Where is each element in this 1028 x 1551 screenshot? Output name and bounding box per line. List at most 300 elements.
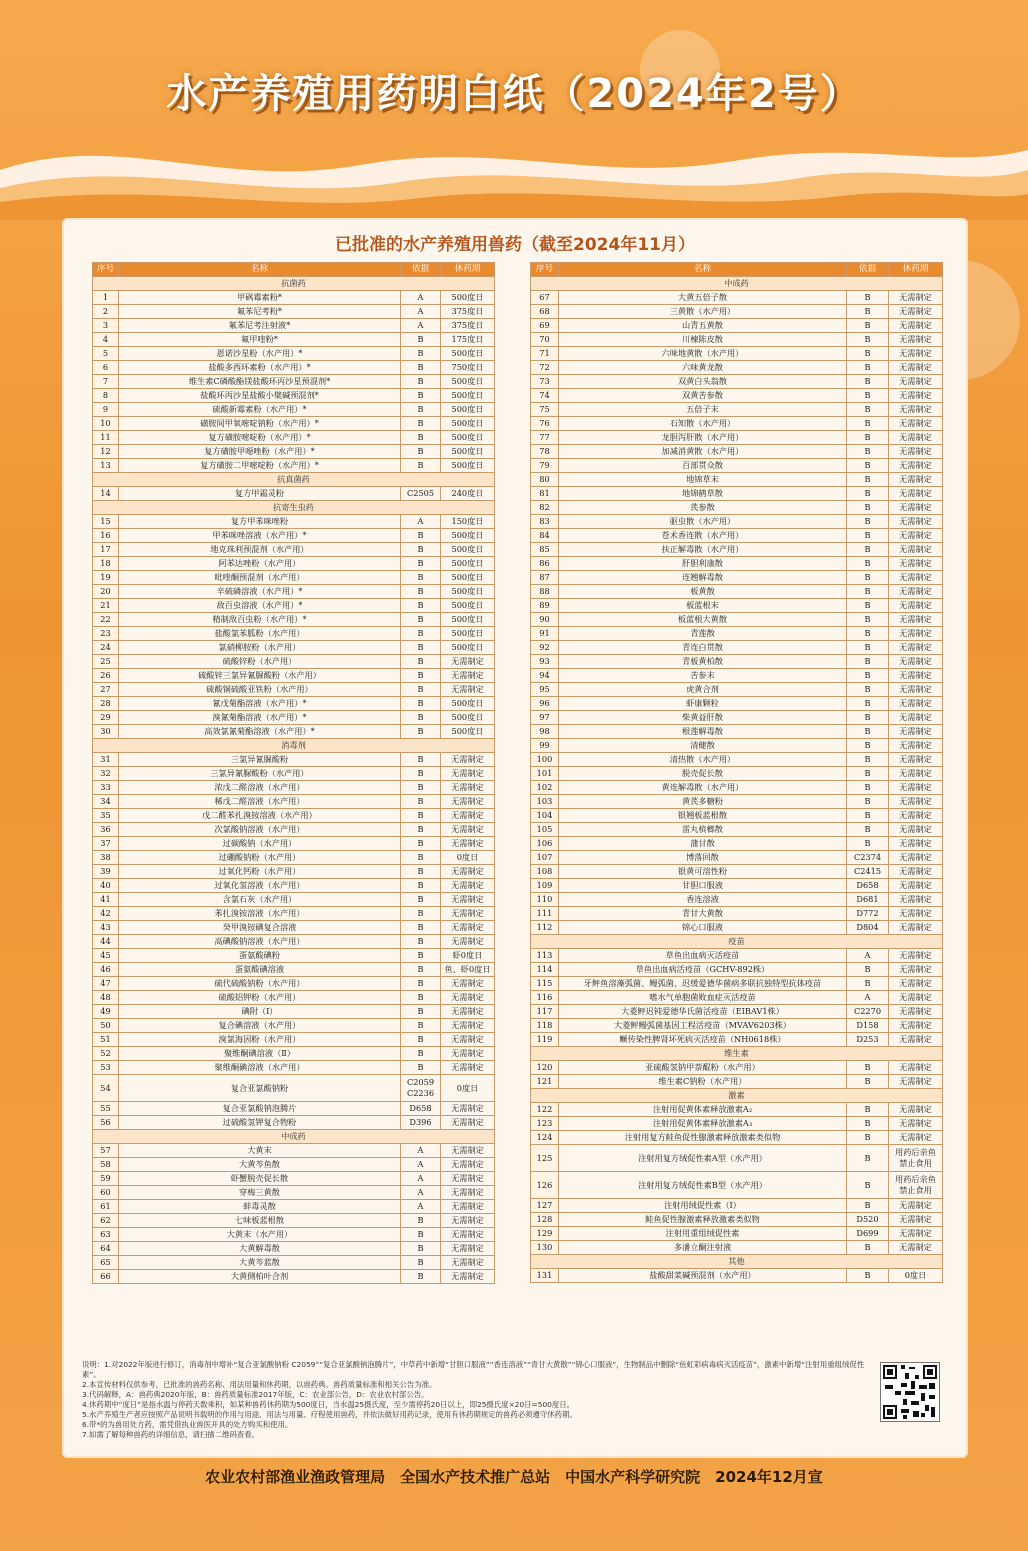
basis-code: B [401,851,441,865]
drug-name: 七味板蓝根散 [119,1214,401,1228]
drug-name: 虎黄合剂 [559,683,847,697]
withdrawal-period: 无需制定 [889,599,943,613]
drug-name: 注射用促黄体素释放激素A₃ [559,1117,847,1131]
withdrawal-period: 无需制定 [441,781,495,795]
drug-name: 复方甲霜灵粉 [119,487,401,501]
table-row [93,1116,495,1130]
withdrawal-period: 500度日 [441,543,495,557]
row-number: 99 [531,739,559,753]
drug-name: 大黄侧柏叶合剂 [119,1270,401,1284]
basis-code: B [401,1270,441,1284]
basis-code: B [401,809,441,823]
basis-code: B [401,711,441,725]
row-number: 43 [93,921,119,935]
drug-name: 芪参散 [559,501,847,515]
row-number: 2 [93,305,119,319]
withdrawal-period: 无需制定 [889,1103,943,1117]
basis-code: B [847,697,889,711]
drug-name: 三氯异氰脲酸粉 [119,753,401,767]
table-row [93,1270,495,1284]
category-label: 中成药 [93,1130,495,1144]
drug-name: 盐酸多西环素粉（水产用）* [119,361,401,375]
note-line: 2.本宣传材料仅供参考，已批准的兽药名称、用法用量和休药期，以兽药典、兽药质量标准和相关公告为准。 [82,1380,437,1389]
category-label: 抗寄生虫药 [93,501,495,515]
drug-name: 注射用复方绒促性素B型（水产用） [559,1172,847,1199]
drug-name: 川楝陈皮散 [559,333,847,347]
drug-name: 蚌毒灵散 [119,1200,401,1214]
row-number: 29 [93,711,119,725]
table-row [93,1228,495,1242]
drug-table-right [530,262,943,1283]
basis-code: B [401,767,441,781]
basis-code: B [401,921,441,935]
basis-code: B [847,515,889,529]
column-header-withdrawal: 休药期 [889,263,943,277]
basis-code: B [401,641,441,655]
table-row [93,725,495,739]
withdrawal-period: 375度日 [441,319,495,333]
basis-code: D772 [847,907,889,921]
basis-code: B [401,361,441,375]
withdrawal-period: 无需制定 [889,389,943,403]
row-number: 69 [531,319,559,333]
drug-name: 扶正解毒散（水产用） [559,543,847,557]
table-row [531,389,943,403]
drug-name: 连翘解毒散 [559,571,847,585]
withdrawal-period: 500度日 [441,557,495,571]
withdrawal-period: 无需制定 [441,1033,495,1047]
basis-code: B [847,1269,889,1283]
table-row [93,375,495,389]
withdrawal-period: 无需制定 [441,1270,495,1284]
drug-name: 恩诺沙星粉（水产用）* [119,347,401,361]
drug-name: 辛硫磷溶液（水产用）* [119,585,401,599]
row-number: 97 [531,711,559,725]
withdrawal-period: 无需制定 [441,767,495,781]
withdrawal-period: 无需制定 [441,977,495,991]
row-number: 125 [531,1145,559,1172]
withdrawal-period: 无需制定 [441,795,495,809]
withdrawal-period: 无需制定 [889,977,943,991]
withdrawal-period: 无需制定 [889,851,943,865]
row-number: 36 [93,823,119,837]
table-row [531,361,943,375]
row-number: 3 [93,319,119,333]
table-row [531,1117,943,1131]
footer-issuers: 农业农村部渔业渔政管理局 全国水产技术推广总站 中国水产科学研究院 2024年12月宣 [205,1468,823,1486]
table-row [93,543,495,557]
basis-code: B [401,543,441,557]
row-number: 106 [531,837,559,851]
table-row [531,1241,943,1255]
drug-name: 肝胆利康散 [559,557,847,571]
column-header-number: 序号 [531,263,559,277]
row-number: 86 [531,557,559,571]
withdrawal-period: 无需制定 [889,949,943,963]
withdrawal-period: 无需制定 [889,921,943,935]
table-row [93,1200,495,1214]
withdrawal-period: 500度日 [441,389,495,403]
withdrawal-period: 750度日 [441,361,495,375]
drug-name: 嗜水气单胞菌败血症灭活疫苗 [559,991,847,1005]
row-number: 67 [531,291,559,305]
table-row [531,627,943,641]
basis-code: B [847,599,889,613]
row-number: 88 [531,585,559,599]
basis-code: B [847,669,889,683]
table-row [93,515,495,529]
basis-code: B [401,585,441,599]
table-row [93,767,495,781]
withdrawal-period: 无需制定 [441,1144,495,1158]
row-number: 62 [93,1214,119,1228]
column-header-number: 序号 [93,263,119,277]
basis-code: B [847,977,889,991]
basis-code: B [847,753,889,767]
table-row [93,529,495,543]
row-number: 18 [93,557,119,571]
drug-name: 清健散 [559,739,847,753]
withdrawal-period: 无需制定 [441,1047,495,1061]
basis-code: B [847,1172,889,1199]
table-row [93,991,495,1005]
category-label: 激素 [531,1089,943,1103]
row-number: 41 [93,893,119,907]
table-row [531,1227,943,1241]
table-row [93,711,495,725]
withdrawal-period: 无需制定 [889,767,943,781]
withdrawal-period: 无需制定 [441,753,495,767]
row-number: 76 [531,417,559,431]
basis-code: B [401,1228,441,1242]
withdrawal-period: 500度日 [441,697,495,711]
drug-name: 地克珠利预混剂（水产用） [119,543,401,557]
withdrawal-period: 无需制定 [441,1158,495,1172]
drug-name: 氰戊菊酯溶液（水产用）* [119,697,401,711]
table-row [531,669,943,683]
drug-name: 复合碘溶液（水产用） [119,1019,401,1033]
row-number: 1 [93,291,119,305]
table-row [531,305,943,319]
table-row [93,291,495,305]
drug-name: 过氧化氢溶液（水产用） [119,879,401,893]
row-number: 73 [531,375,559,389]
drug-name: 青连白贯散 [559,641,847,655]
row-number: 44 [93,935,119,949]
basis-code: B [847,1241,889,1255]
qr-code-icon[interactable] [880,1362,940,1422]
basis-code: B [401,403,441,417]
drug-name: 戊二醛苯扎溴铵溶液（水产用） [119,809,401,823]
table-row [531,417,943,431]
basis-code: C2374 [847,851,889,865]
drug-name: 草鱼出血病活疫苗（GCHV-892株） [559,963,847,977]
table-row [531,487,943,501]
table-row [93,1158,495,1172]
withdrawal-period: 500度日 [441,375,495,389]
withdrawal-period: 无需制定 [889,613,943,627]
table-row [531,613,943,627]
row-number: 95 [531,683,559,697]
basis-code: A [401,1158,441,1172]
basis-code: B [401,445,441,459]
withdrawal-period: 无需制定 [441,1102,495,1116]
withdrawal-period: 500度日 [441,571,495,585]
row-number: 98 [531,725,559,739]
basis-code: B [401,1256,441,1270]
row-number: 101 [531,767,559,781]
table-row [93,305,495,319]
withdrawal-period: 175度日 [441,333,495,347]
basis-code: B [847,403,889,417]
table-row [531,837,943,851]
withdrawal-period: 无需制定 [889,795,943,809]
table-row [531,291,943,305]
row-number: 35 [93,809,119,823]
withdrawal-period: 无需制定 [441,921,495,935]
row-number: 127 [531,1199,559,1213]
table-row [93,935,495,949]
drug-name: 盐酸氯苯胍粉（水产用） [119,627,401,641]
drug-table-right-body [531,277,943,1283]
withdrawal-period: 无需制定 [889,1005,943,1019]
table-row [93,1061,495,1075]
withdrawal-period: 240度日 [441,487,495,501]
withdrawal-period: 500度日 [441,613,495,627]
row-number: 119 [531,1033,559,1047]
drug-name: 香连溶液 [559,893,847,907]
row-number: 26 [93,669,119,683]
table-row [531,445,943,459]
column-header-basis: 依据 [847,263,889,277]
drug-name: 注射用复方绒促性素A型（水产用） [559,1145,847,1172]
withdrawal-period: 无需制定 [441,935,495,949]
basis-code: B [401,865,441,879]
drug-name: 大黄芩鱼散 [119,1158,401,1172]
row-number: 71 [531,347,559,361]
withdrawal-period: 无需制定 [889,683,943,697]
note-line: 说明：1.对2022年版进行修订，消毒剂中增补“复合亚氯酸钠粉 C2059”“复合亚氯酸钠泡腾片”，中草药中新增“甘胆口服液”“香连溶液”“青甘大黄散”“锦心口服液”，生物制品中删除“鱼虹彩病毒病灭活疫苗”，激素中新增“注射用重组绒促性素”。 [82,1360,865,1379]
basis-code: B [401,963,441,977]
withdrawal-period: 用药后亲鱼禁止食用 [889,1145,943,1172]
withdrawal-period: 无需制定 [441,655,495,669]
basis-code: B [847,557,889,571]
basis-code: B [847,1131,889,1145]
drug-name: 精制敌百虫粉（水产用）* [119,613,401,627]
table-row [93,837,495,851]
category-row [531,1255,943,1269]
withdrawal-period: 无需制定 [889,907,943,921]
row-number: 122 [531,1103,559,1117]
withdrawal-period: 无需制定 [889,557,943,571]
row-number: 110 [531,893,559,907]
drug-name: 维生素C钠粉（水产用） [559,1075,847,1089]
basis-code: B [401,683,441,697]
basis-code: D253 [847,1033,889,1047]
table-row [531,403,943,417]
drug-name: 大黄芩蓝散 [119,1256,401,1270]
table-row [531,809,943,823]
withdrawal-period: 无需制定 [889,305,943,319]
drug-name: 复方磺胺甲噁唑粉（水产用）* [119,445,401,459]
table-row [93,361,495,375]
drug-name: 氟苯尼考注射液* [119,319,401,333]
basis-code: B [401,907,441,921]
withdrawal-period: 无需制定 [889,837,943,851]
row-number: 57 [93,1144,119,1158]
basis-code: B [401,1061,441,1075]
drug-name: 氟苯尼考粉* [119,305,401,319]
row-number: 54 [93,1075,119,1102]
category-label: 其他 [531,1255,943,1269]
table-row [531,907,943,921]
row-number: 12 [93,445,119,459]
withdrawal-period: 500度日 [441,529,495,543]
row-number: 79 [531,459,559,473]
basis-code: B [847,739,889,753]
withdrawal-period: 无需制定 [889,445,943,459]
table-row [93,1075,495,1102]
basis-code: D804 [847,921,889,935]
withdrawal-period: 无需制定 [889,319,943,333]
row-number: 52 [93,1047,119,1061]
drug-name: 青莲散 [559,627,847,641]
row-number: 51 [93,1033,119,1047]
table-row [531,879,943,893]
drug-name: 黄芪多糖粉 [559,795,847,809]
category-row [93,277,495,291]
withdrawal-period: 500度日 [441,711,495,725]
row-number: 126 [531,1172,559,1199]
row-number: 33 [93,781,119,795]
withdrawal-period: 无需制定 [889,753,943,767]
wave-decoration [0,110,1028,220]
withdrawal-period: 用药后亲鱼禁止食用 [889,1172,943,1199]
table-row [93,417,495,431]
basis-code: A [401,1186,441,1200]
drug-name: 三氯异氰脲酸粉（水产用） [119,767,401,781]
row-number: 104 [531,809,559,823]
basis-code: B [401,613,441,627]
row-number: 93 [531,655,559,669]
row-number: 66 [93,1270,119,1284]
category-row [93,473,495,487]
basis-code: C2059 C2236 [401,1075,441,1102]
table-row [531,697,943,711]
withdrawal-period: 无需制定 [441,1214,495,1228]
withdrawal-period: 无需制定 [889,487,943,501]
table-row [93,1005,495,1019]
basis-code: B [847,1145,889,1172]
drug-name: 高效氯氰菊酯溶液（水产用）* [119,725,401,739]
table-row [93,557,495,571]
drug-name: 蛋氨酸碘溶液 [119,963,401,977]
basis-code: B [847,361,889,375]
drug-name: 过氧化钙粉（水产用） [119,865,401,879]
drug-name: 氯硝柳胺粉（水产用） [119,641,401,655]
drug-name: 六味地黄散（水产用） [559,347,847,361]
drug-name: 溴氰菊酯溶液（水产用）* [119,711,401,725]
row-number: 45 [93,949,119,963]
basis-code: B [401,837,441,851]
drug-name: 吡喹酮预混剂（水产用） [119,571,401,585]
category-row [531,935,943,949]
row-number: 50 [93,1019,119,1033]
drug-name: 硫代硫酸钠粉（水产用） [119,977,401,991]
row-number: 113 [531,949,559,963]
drug-name: 板蓝根末 [559,599,847,613]
basis-code: B [401,1005,441,1019]
withdrawal-period: 375度日 [441,305,495,319]
drug-name: 百部贯众散 [559,459,847,473]
withdrawal-period: 无需制定 [889,627,943,641]
basis-code: B [847,1103,889,1117]
table-row [531,725,943,739]
table-row [531,1033,943,1047]
column-header-withdrawal: 休药期 [441,263,495,277]
table-row [531,459,943,473]
withdrawal-period: 500度日 [441,627,495,641]
basis-code: B [401,725,441,739]
withdrawal-period: 500度日 [441,431,495,445]
basis-code: A [401,291,441,305]
row-number: 49 [93,1005,119,1019]
row-number: 92 [531,641,559,655]
table-row [93,907,495,921]
drug-name: 次氯酸钠溶液（水产用） [119,823,401,837]
drug-name: 大菱鲆鳗弧菌基因工程活疫苗（MVAV6203株） [559,1019,847,1033]
basis-code: A [847,991,889,1005]
withdrawal-period: 500度日 [441,585,495,599]
drug-name: 大黄解毒散 [119,1242,401,1256]
withdrawal-period: 500度日 [441,599,495,613]
basis-code: D520 [847,1213,889,1227]
basis-code: B [847,655,889,669]
table-row [531,599,943,613]
drug-name: 注射用绒促性素（Ⅰ） [559,1199,847,1213]
table-row [531,1269,943,1283]
drug-table-left [92,262,495,1284]
table-row [93,753,495,767]
withdrawal-period: 无需制定 [441,837,495,851]
table-row [531,851,943,865]
table-row [93,1256,495,1270]
category-row [531,1089,943,1103]
row-number: 103 [531,795,559,809]
basis-code: B [847,809,889,823]
drug-name: 甲苯咪唑溶液（水产用）* [119,529,401,543]
drug-name: 青板黄柏散 [559,655,847,669]
table-row [93,1172,495,1186]
row-number: 74 [531,389,559,403]
drug-name: 硫酸铜硫酸亚铁粉（水产用） [119,683,401,697]
drug-name: 碘附（Ⅰ） [119,1005,401,1019]
basis-code: B [847,473,889,487]
withdrawal-period: 无需制定 [889,1213,943,1227]
table-row [531,1061,943,1075]
drug-name: 高碘酸钠溶液（水产用） [119,935,401,949]
drug-table-left-body [93,277,495,1284]
basis-code: B [401,347,441,361]
category-label: 消毒剂 [93,739,495,753]
drug-name: 聚维酮碘溶液（Ⅱ） [119,1047,401,1061]
table-row [93,1144,495,1158]
basis-code: B [401,529,441,543]
basis-code: B [847,417,889,431]
withdrawal-period: 500度日 [441,403,495,417]
row-number: 102 [531,781,559,795]
basis-code: B [401,1242,441,1256]
